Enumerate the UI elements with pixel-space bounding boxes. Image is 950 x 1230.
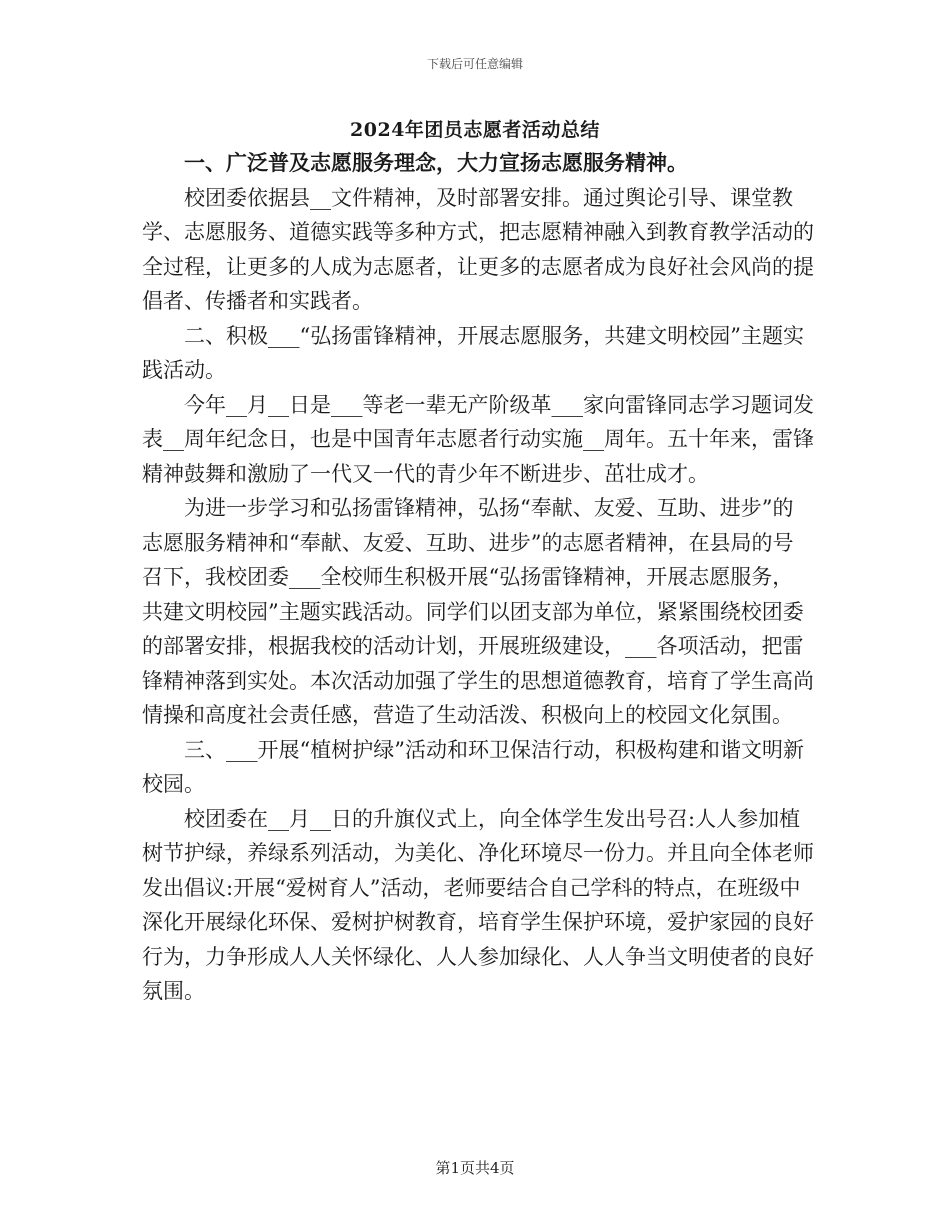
page-number: 第1页共4页 [435, 1159, 515, 1177]
document-body [142, 146, 814, 1009]
document-title: 2024年团员志愿者活动总结 [350, 119, 600, 141]
paragraph-1: 校团委依据县__文件精神，及时部署安排。通过舆论引导、课堂教学、志愿服务、道德实践等多种方式，把志愿精神融入到教育教学活动的全过程，让更多的人成为志愿者，让更多的志愿者成为良好社会风尚的提倡者、传播者和实践者。 [142, 185, 814, 313]
download-note: 下载后可任意编辑 [426, 57, 523, 71]
paragraph-2: 今年__月__日是___等老一辈无产阶级革___家向雷锋同志学习题词发表__周年纪念日，也是中国青年志愿者行动实施__周年。五十年来，雷锋精神鼓舞和激励了一代又一代的青少年不断进步、茁壮成才。 [142, 392, 814, 486]
section-heading-1: 一、广泛普及志愿服务理念，大力宣扬志愿服务精神。 [184, 150, 688, 175]
section-heading-2: 二、积极___“弘扬雷锋精神，开展志愿服务，共建文明校园”主题实践活动。 [142, 323, 804, 382]
section-heading-3: 三、___开展“植树护绿”活动和环卫保洁行动，积极构建和谐文明新校园。 [142, 737, 804, 796]
paragraph-3: 为进一步学习和弘扬雷锋精神，弘扬“奉献、友爱、互助、进步”的志愿服务精神和“奉献、友爱、互助、进步”的志愿者精神，在县局的号召下，我校团委___全校师生积极开展“弘扬雷锋精神，开展志愿服务，共建文明校园”主题实践活动。同学们以团支部为单位，紧紧围绕校团委的部署安排，根据我校的活动计划，开展班级建设，___各项活动，把雷锋精神落到实处。本次活动加强了学生的思想道德教育，培育了学生高尚情操和高度社会责任感，营造了生动活泼、积极向上的校园文化氛围。 [142, 496, 814, 727]
paragraph-4: 校团委在__月__日的升旗仪式上，向全体学生发出号召:人人参加植树节护绿，养绿系列活动，为美化、净化环境尽一份力。并且向全体老师发出倡议:开展“爱树育人”活动，老师要结合自己学科的特点，在班级中深化开展绿化环保、爱树护树教育，培育学生保护环境，爱护家园的良好行为，力争形成人人关怀绿化、人人参加绿化、人人争当文明使者的良好氛围。 [142, 806, 814, 1003]
